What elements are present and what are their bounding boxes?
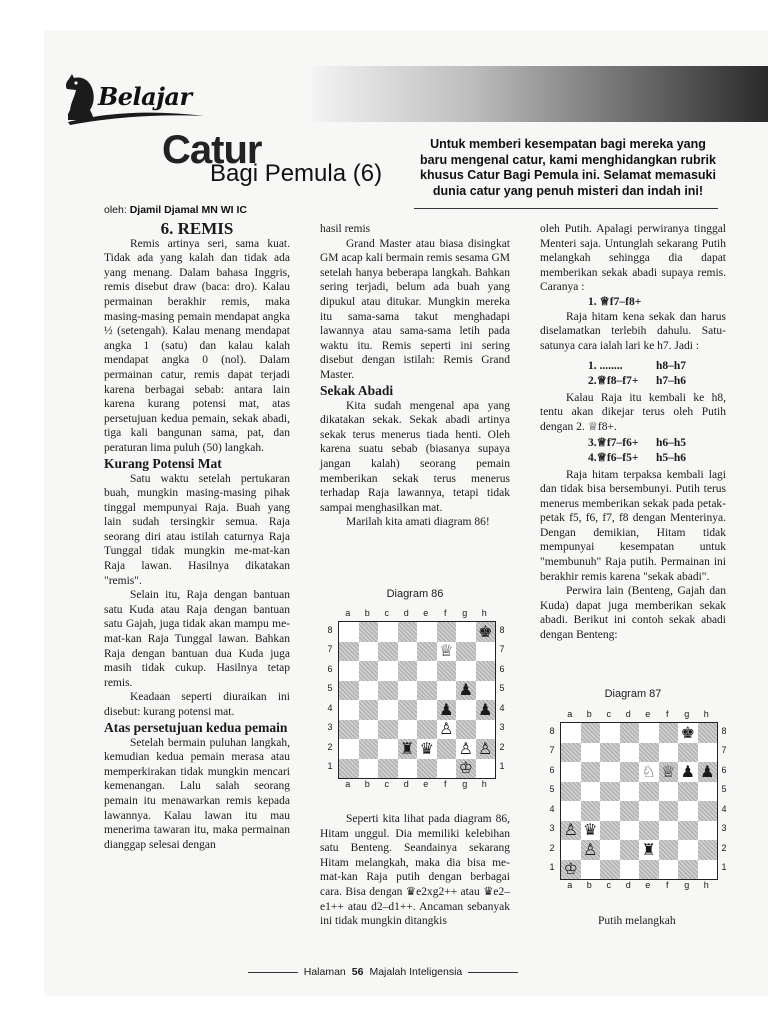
chess-piece-a1: ♔	[563, 859, 578, 879]
rank-label: 3	[721, 823, 727, 834]
file-label: c	[606, 880, 611, 890]
board-square	[417, 661, 437, 681]
file-label: b	[586, 709, 592, 719]
rank-label: 2	[721, 842, 727, 853]
rank-label: 6	[499, 663, 505, 674]
board-square	[398, 622, 418, 642]
file-label: d	[403, 608, 409, 618]
paragraph: Kalau Raja itu kembali ke h8, tentu akan dikejar terus oleh Putih dengan 2. ♕f8+.	[540, 391, 726, 433]
chessboard-diagram-86	[324, 607, 508, 791]
chess-piece-h4: ♟	[478, 699, 493, 719]
file-label: f	[443, 608, 447, 618]
diagram-86-title: Diagram 86	[386, 588, 444, 600]
board-square	[437, 739, 457, 759]
rank-label: 6	[549, 764, 555, 775]
chess-piece-d2: ♜	[400, 738, 415, 758]
rank-label: 6	[327, 663, 333, 674]
board-square	[417, 700, 437, 720]
board-square	[417, 720, 437, 740]
board-square	[678, 782, 698, 802]
board-square	[339, 739, 359, 759]
file-label: a	[567, 880, 573, 890]
article-title: Catur	[162, 128, 262, 172]
file-label: b	[364, 608, 370, 618]
board-square	[417, 759, 437, 779]
paragraph: Seperti kita lihat pada diagram 86, Hitam unggul. Dia memiliki kelebihan satu Benteng. Seandainya sekarang Hitam melangkah, maka dia bisa me-mat-kan Raja putih dengan berbagai cara. Bisa dengan ♛e2xg2++ atau ♛e2–e1++ atau d2–d1++. Ancaman sebanyak ini tidak mungkin ditangkis	[320, 813, 510, 928]
rank-label: 7	[721, 745, 727, 756]
chess-piece-g5: ♟	[458, 680, 473, 700]
board-square	[359, 700, 379, 720]
article-subtitle: Bagi Pemula (6)	[210, 160, 383, 187]
board-square	[698, 743, 718, 763]
move-row: 1. ........ h8–h7	[588, 360, 687, 373]
file-label: e	[423, 608, 429, 618]
board-square	[476, 681, 496, 701]
board-square	[639, 821, 659, 841]
board-square	[561, 743, 581, 763]
chess-piece-h8: ♚	[478, 621, 493, 641]
board-square	[561, 762, 581, 782]
rank-label: 1	[549, 862, 555, 873]
file-label: h	[703, 880, 709, 890]
board-square	[437, 681, 457, 701]
chess-piece-h2: ♙	[478, 738, 493, 758]
intro-divider	[414, 208, 718, 209]
chess-piece-a3: ♙	[563, 820, 578, 840]
rank-label: 7	[327, 644, 333, 655]
paragraph: Grand Master atau biasa disingkat GM acap kali bermain remis sesama GM setelah hanya beberapa langkah. Bahkan sering terjadi, belum ada buah yang dipukul atau ditukar. Mungkin mereka itu sama-sama takut menghadapi lawannya atau sama-sama letih pada waktu itu. Remis seperti ini sering disebut dengan istilah: Remis Grand Master.	[320, 237, 510, 381]
chess-piece-g2: ♙	[458, 738, 473, 758]
board-square	[378, 642, 398, 662]
board-square	[639, 743, 659, 763]
board-square	[678, 840, 698, 860]
paragraph: Keadaan seperti diuraikan ini disebut: kurang potensi mat.	[104, 691, 290, 718]
chess-piece-g8: ♚	[680, 722, 695, 742]
chess-piece-g1: ♔	[458, 758, 473, 778]
file-label: c	[384, 608, 389, 618]
board-square	[456, 642, 476, 662]
board-square	[659, 840, 679, 860]
paragraph: Raja hitam terpaksa kembali lagi dan tidak bisa bersembunyi. Putih terus menerus memberikan sekak pada petak-petak f5, f6, f7, f8 dengan Menterinya. Dengan demikian, Hitam tidak mempunyai kesempatan untuk "membunuh" Raja putih. Permainan ini berakhir remis karena "sekak abadi".	[540, 468, 726, 583]
paragraph: Kita sudah mengenal apa yang dikatakan sekak. Sekak abadi artinya sekak terus menerus tiada henti. Oleh karena suatu sebab (biasanya supaya jangan kalah) seorang pemain memberikan sekak terus menerus terhadap Raja lawannya, tetapi tidak sampai menghasilkan mat.	[320, 399, 510, 514]
board-square	[581, 860, 601, 880]
file-label: f	[443, 779, 447, 789]
rank-label: 2	[549, 842, 555, 853]
rank-label: 8	[327, 624, 333, 635]
rank-label: 3	[327, 722, 333, 733]
chess-piece-h6: ♟	[700, 761, 715, 781]
board-square	[561, 840, 581, 860]
board-square	[398, 661, 418, 681]
board-square	[678, 821, 698, 841]
board-square	[600, 782, 620, 802]
rank-label: 7	[499, 644, 505, 655]
board-square	[620, 762, 640, 782]
board-square	[339, 700, 359, 720]
chess-piece-f6: ♕	[661, 761, 676, 781]
board-square	[398, 642, 418, 662]
rank-label: 4	[721, 803, 727, 814]
board-square	[456, 700, 476, 720]
board-square	[698, 801, 718, 821]
move-row: 4.♕f6–f5+ h5–h6	[588, 451, 687, 464]
board-square	[456, 661, 476, 681]
chess-piece-f4: ♟	[439, 699, 454, 719]
board-square	[620, 840, 640, 860]
heading-persetujuan: Atas persetujuan kedua pemain	[104, 719, 288, 735]
board-square	[398, 700, 418, 720]
board-square	[600, 821, 620, 841]
board-square	[678, 743, 698, 763]
file-label: e	[645, 880, 651, 890]
rank-label: 2	[327, 741, 333, 752]
board-square	[561, 801, 581, 821]
board-square	[620, 860, 640, 880]
file-label: h	[481, 608, 487, 618]
board-square	[600, 743, 620, 763]
board-square	[398, 759, 418, 779]
board-square	[437, 661, 457, 681]
paragraph: Perwira lain (Benteng, Gajah dan Kuda) dapat juga memberikan sekak abadi. Berikut ini contoh sekak abadi dengan Benteng:	[540, 585, 726, 642]
board-square	[378, 759, 398, 779]
chess-piece-e6: ♘	[641, 761, 656, 781]
board-square	[600, 860, 620, 880]
board-square	[639, 723, 659, 743]
board-square	[398, 720, 418, 740]
rank-label: 1	[499, 761, 505, 772]
rank-label: 5	[499, 683, 505, 694]
board-square	[698, 821, 718, 841]
rank-label: 8	[549, 725, 555, 736]
magazine-name: Majalah Inteligensia	[369, 966, 463, 978]
board-square	[417, 622, 437, 642]
board-square	[620, 743, 640, 763]
board-square	[378, 700, 398, 720]
file-label: a	[345, 779, 351, 789]
board-square	[339, 642, 359, 662]
file-label: e	[423, 779, 429, 789]
board-square	[476, 661, 496, 681]
file-label: d	[403, 779, 409, 789]
file-label: e	[645, 709, 651, 719]
board-square	[620, 782, 640, 802]
board-square	[600, 723, 620, 743]
rank-label: 3	[499, 722, 505, 733]
paragraph: Selain itu, Raja dengan bantuan satu Kuda atau Raja dengan bantuan satu Gajah, juga tidak akan mampu me-mat-kan Raja Tunggal lawan. Bahkan Raja dengan bantuan dua Kuda juga masih tidak cukup. Hasilnya tetap remis.	[104, 589, 290, 689]
board-grid	[560, 722, 718, 880]
board-square	[437, 622, 457, 642]
board-square	[659, 801, 679, 821]
rank-label: 4	[327, 702, 333, 713]
board-square	[359, 661, 379, 681]
rank-label: 5	[549, 784, 555, 795]
board-square	[698, 782, 718, 802]
file-label: g	[684, 709, 690, 719]
board-square	[659, 723, 679, 743]
board-square	[600, 840, 620, 860]
paragraph: Setelah bermain puluhan langkah, kemudian kedua pemain merasa atau memperkirakan tidak mungkin mencari kemenangan. Lalu salah seorang pemain itu menawarkan remis kepada lawannya. Kalau lawan itu mau menerima tawaran itu, maka permainan dianggap selesai dengan	[104, 736, 290, 851]
board-square	[639, 860, 659, 880]
paragraph: Marilah kita amati diagram 86!	[346, 516, 490, 529]
board-square	[359, 622, 379, 642]
board-square	[359, 759, 379, 779]
page-footer	[248, 966, 518, 978]
file-label: g	[462, 779, 468, 789]
chess-piece-f7: ♕	[439, 641, 454, 661]
rank-label: 8	[721, 725, 727, 736]
board-square	[339, 661, 359, 681]
chess-piece-b2: ♙	[583, 839, 598, 859]
board-square	[339, 681, 359, 701]
byline: oleh: Djamil Djamal MN WI IC	[104, 204, 247, 216]
file-label: h	[703, 709, 709, 719]
board-square	[437, 759, 457, 779]
logo-swoosh	[66, 108, 206, 126]
move-row: 2.♕f8–f7+ h7–h6	[588, 374, 687, 387]
board-square	[378, 739, 398, 759]
board-square	[476, 642, 496, 662]
board-square	[339, 759, 359, 779]
board-square	[620, 723, 640, 743]
board-square	[359, 720, 379, 740]
board-square	[620, 801, 640, 821]
move-line: 1. ♕f7–f8+	[588, 295, 642, 308]
rank-label: 4	[499, 702, 505, 713]
board-square	[359, 642, 379, 662]
board-square	[581, 801, 601, 821]
board-square	[561, 782, 581, 802]
board-square	[581, 723, 601, 743]
board-square	[359, 739, 379, 759]
board-square	[659, 782, 679, 802]
heading-kurang-potensi-mat: Kurang Potensi Mat	[104, 455, 222, 471]
board-square	[581, 743, 601, 763]
page-number: 56	[351, 966, 364, 978]
move-row: 3.♕f7–f6+ h6–h5	[588, 437, 687, 450]
board-square	[698, 723, 718, 743]
board-square	[678, 801, 698, 821]
paragraph: Remis artinya seri, sama kuat. Tidak ada yang kalah dan tidak ada yang menang. Dalam bahasa Inggris, remis disebut draw (baca: dro). Kalau permainan berakhir remis, maka masing-masing pemain mendapat angka ½ (setengah). Kalau menang mendapat angka 1 (satu) dan kalau kalah mendapat angka 0 (nol). Dalam permainan catur, remis dapat terjadi karena berbagai sebab: antara lain karena kurang potensi mat, atas persetujuan kedua pemain, sekak abadi, tiga kali bangunan sama, pat, dan peraturan lima puluh (50) langkah.	[104, 237, 290, 454]
file-label: d	[625, 880, 631, 890]
rank-label: 4	[549, 803, 555, 814]
diagram-87-caption: Putih melangkah	[598, 915, 676, 927]
board-square	[398, 681, 418, 701]
board-square	[476, 720, 496, 740]
board-square	[659, 821, 679, 841]
paragraph: oleh Putih. Apalagi perwiranya tinggal Menteri saja. Untunglah sekarang Putih melangkah sehingga dia dapat memberikan sekak abadi supaya remis. Caranya :	[540, 223, 726, 294]
board-square	[339, 720, 359, 740]
paragraph: Satu waktu setelah pertukaran buah, mungkin masing-masing pihak tinggal mempunyai Raja. Buah yang lain sudah tersingkir semua. Raja seorang diri atau istilah caturnya Raja Tunggal tidak mungkin me-mat-kan Raja lawan. Hasilnya dikatakan "remis".	[104, 472, 290, 587]
board-square	[456, 720, 476, 740]
move-table-b	[588, 436, 726, 465]
chess-piece-e2: ♛	[419, 738, 434, 758]
diagram-87-title: Diagram 87	[604, 688, 662, 700]
column-3	[540, 222, 726, 643]
chess-piece-g6: ♟	[680, 761, 695, 781]
board-square	[581, 762, 601, 782]
byline-author: Djamil Djamal MN WI IC	[129, 204, 247, 216]
section-logo-text: Belajar	[98, 82, 192, 111]
file-label: a	[567, 709, 573, 719]
board-square	[659, 743, 679, 763]
file-label: f	[665, 709, 669, 719]
rank-label: 5	[327, 683, 333, 694]
board-square	[378, 622, 398, 642]
board-square	[561, 723, 581, 743]
board-square	[378, 661, 398, 681]
chess-piece-e2: ♜	[641, 839, 656, 859]
heading-sekak-abadi: Sekak Abadi	[320, 382, 394, 398]
board-square	[639, 782, 659, 802]
rank-label: 1	[327, 761, 333, 772]
board-square	[581, 782, 601, 802]
board-grid	[338, 621, 496, 779]
board-square	[378, 681, 398, 701]
file-label: d	[625, 709, 631, 719]
file-label: g	[684, 880, 690, 890]
board-square	[456, 622, 476, 642]
column-2	[320, 222, 510, 530]
rank-label: 8	[499, 624, 505, 635]
chessboard-diagram-87	[546, 708, 730, 892]
file-label: c	[384, 779, 389, 789]
rank-label: 2	[499, 741, 505, 752]
file-label: g	[462, 608, 468, 618]
board-square	[639, 801, 659, 821]
board-square	[476, 759, 496, 779]
rank-label: 6	[721, 764, 727, 775]
file-label: h	[481, 779, 487, 789]
rank-label: 1	[721, 862, 727, 873]
board-square	[359, 681, 379, 701]
paragraph: hasil remis	[320, 223, 371, 235]
paragraph: Raja hitam kena sekak dan harus diselamatkan terlebih dahulu. Satu-satunya cara ialah lari ke h7. Jadi :	[540, 310, 726, 352]
file-label: a	[345, 608, 351, 618]
file-label: b	[364, 779, 370, 789]
board-square	[659, 860, 679, 880]
heading-remis: 6. REMIS	[160, 219, 234, 238]
board-square	[339, 622, 359, 642]
board-square	[678, 860, 698, 880]
file-label: c	[606, 709, 611, 719]
board-square	[600, 762, 620, 782]
file-label: b	[586, 880, 592, 890]
board-square	[417, 642, 437, 662]
chess-piece-b3: ♛	[583, 820, 598, 840]
board-square	[600, 801, 620, 821]
column-1	[104, 219, 290, 852]
chess-piece-f3: ♙	[439, 719, 454, 739]
file-label: f	[665, 880, 669, 890]
footer-label: Halaman	[303, 966, 346, 978]
column-2-bottom	[320, 812, 510, 929]
header-banner	[312, 66, 768, 122]
board-square	[698, 840, 718, 860]
board-square	[620, 821, 640, 841]
rank-label: 7	[549, 745, 555, 756]
move-table-a	[588, 359, 726, 388]
rank-label: 5	[721, 784, 727, 795]
board-square	[698, 860, 718, 880]
intro-text: Untuk memberi kesempatan bagi mereka yang baru mengenal catur, kami menghidangkan rubrik khusus Catur Bagi Pemula ini. Selamat memasuki dunia catur yang penuh misteri dan indah ini!	[420, 137, 716, 198]
board-square	[417, 681, 437, 701]
rank-label: 3	[549, 823, 555, 834]
board-square	[378, 720, 398, 740]
